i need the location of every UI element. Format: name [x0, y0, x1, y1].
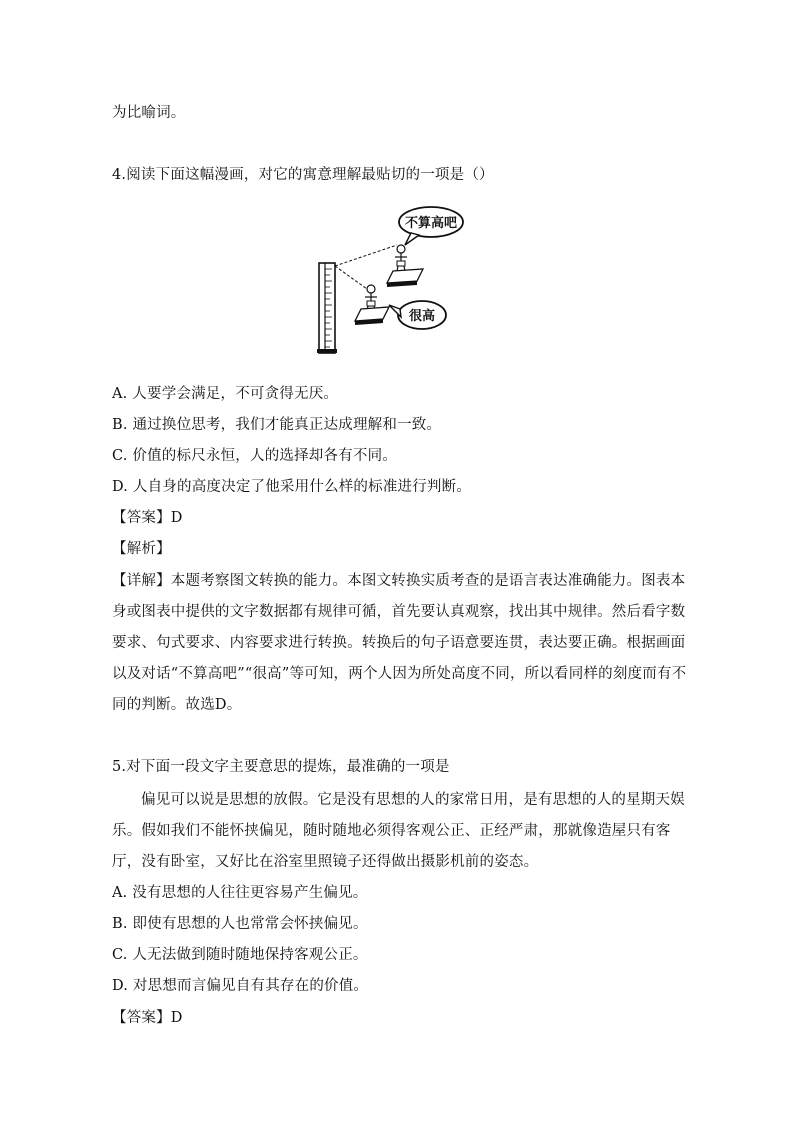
person-bottom-icon — [365, 285, 377, 311]
person-top-icon — [395, 245, 407, 271]
speech-bubble-bottom — [389, 301, 446, 329]
platform-bottom-icon — [355, 307, 389, 325]
speech-text-bottom: 很高 — [408, 309, 436, 324]
speech-bubble-top — [399, 207, 463, 245]
comic-illustration — [305, 205, 465, 357]
q5-option-a: A. 没有思想的人往往更容易产生偏见。 — [112, 885, 368, 901]
speech-text-top: 不算高吧 — [404, 216, 458, 231]
q5-option-d: D. 对思想而言偏见自有其存在的价值。 — [112, 978, 369, 994]
q4-option-d: D. 人自身的高度决定了他采用什么样的标准进行判断。 — [112, 479, 472, 495]
measuring-ruler-icon — [317, 263, 337, 353]
question-5-stem: 5.对下面一段文字主要意思的提炼，最准确的一项是 — [112, 759, 450, 775]
q4-option-c: C. 价值的标尺永恒，人的选择却各有不同。 — [112, 448, 397, 464]
sight-line-top — [335, 245, 397, 266]
platform-top-icon — [387, 269, 423, 287]
q4-analysis-label: 【解析】 — [112, 541, 171, 557]
comic-figure — [305, 205, 465, 357]
q5-answer: 【答案】D — [112, 1010, 183, 1026]
previous-question-tail: 为比喻词。 — [112, 105, 186, 121]
q4-detail-paragraph: 【详解】本题考察图文转换的能力。本图文转换实质考查的是语言表达准确能力。图表本身或图表中提供的文字数据都有规律可循，首先要认真观察，找出其中规律。然后看字数要求、句式要求、内容要求进行转换。转换后的句子语意要连贯，表达要正确。根据画面以及对话“不算高吧”“很高”等可知，两个人因为所处高度不同，所以看同样的刻度而有不同的判断。故选D。 — [112, 573, 687, 713]
question-4-stem: 4.阅读下面这幅漫画，对它的寓意理解最贴切的一项是（） — [112, 167, 494, 183]
q5-option-c: C. 人无法做到随时随地保持客观公正。 — [112, 947, 368, 963]
q4-option-b: B. 通过换位思考，我们才能真正达成理解和一致。 — [112, 417, 442, 433]
q4-answer: 【答案】D — [112, 510, 183, 526]
q5-passage: 偏见可以说是思想的放假。它是没有思想的人的家常日用，是有思想的人的星期天娱乐。假如我们不能怀挟偏见，随时随地必须得客观公正、正经严肃，那就像造屋只有客厅，没有卧室，又好比在浴室里照镜子还得做出摄影机前的姿态。 — [112, 792, 685, 870]
q4-option-a: A. 人要学会满足，不可贪得无厌。 — [112, 386, 339, 402]
sight-line-bottom — [335, 266, 367, 289]
q5-option-b: B. 即使有思想的人也常常会怀挟偏见。 — [112, 916, 368, 932]
